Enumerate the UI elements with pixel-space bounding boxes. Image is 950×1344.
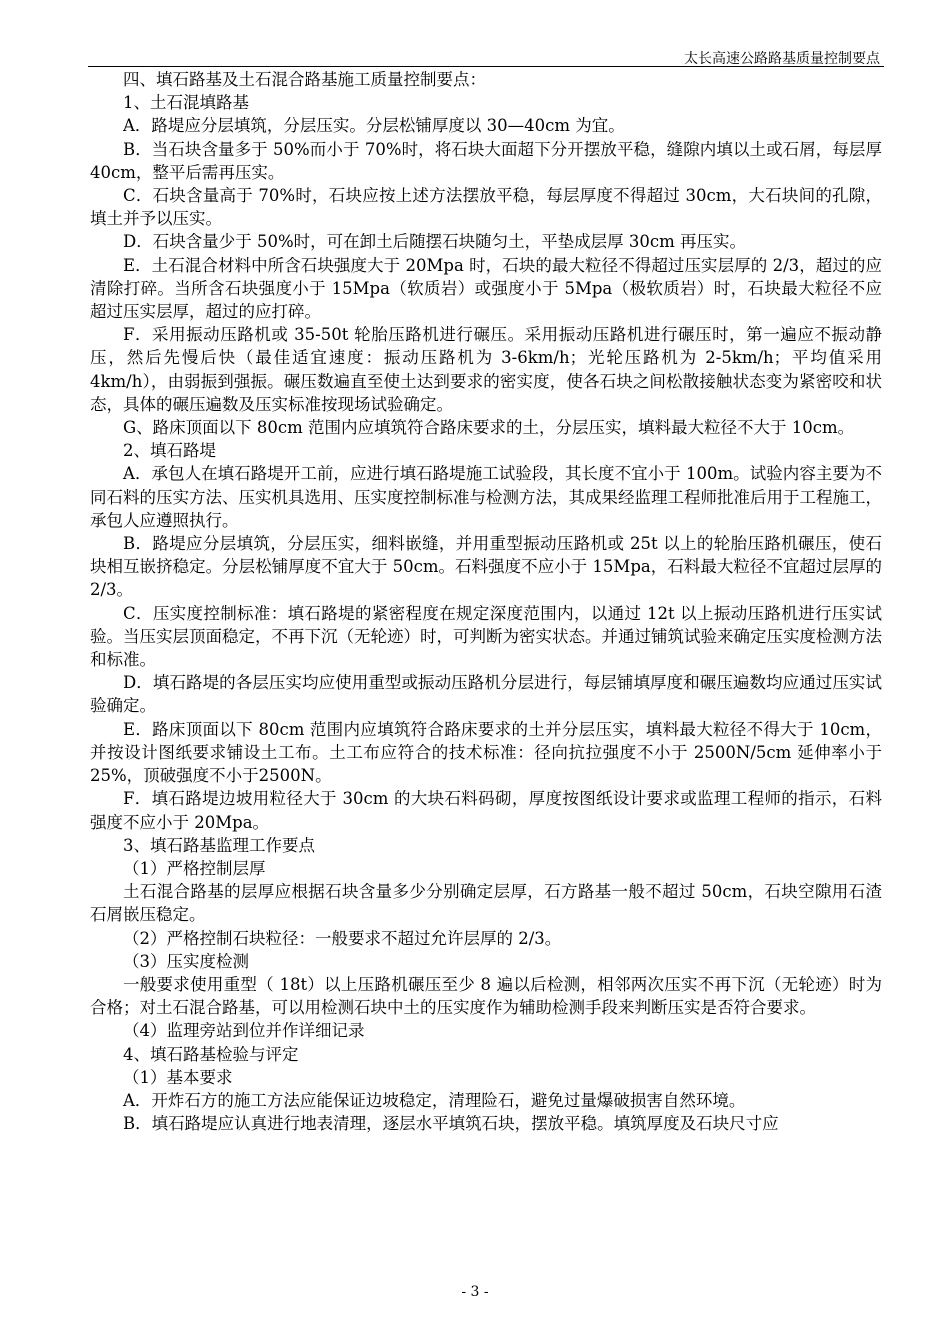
subsection-heading: 2、填石路堤 [123,441,216,461]
paragraph: A．开炸石方的施工方法应能保证边坡稳定，清理险石，避免过量爆破损害自然环境。 [123,1090,746,1110]
paragraph: E．土石混合材料中所含石块强度大于 20Mpa 时，石块的最大粒径不得超过压实层厚的 2/3，超过的应清除打碎。当所含石块强度小于 15Mpa（软质岩）或强度小于 5Mpa（极软质岩）时，石块最大粒径不应超过压实层厚，超过的应打碎。 [90,255,882,322]
item-heading: （1）严格控制层厚 [123,858,266,878]
subsection-heading: 4、填石路基检验与评定 [123,1044,299,1064]
paragraph: D．石块含量少于 50%时，可在卸土后随摆石块随匀土，平垫成层厚 30cm 再压实。 [123,232,747,252]
paragraph: 土石混合路基的层厚应根据石块含量多少分别确定层厚，石方路基一般不超过 50cm，石块空隙用石渣石屑嵌压稳定。 [90,882,882,925]
item-heading: （4）监理旁站到位并作详细记录 [123,1021,365,1041]
paragraph: C．石块含量高于 70%时，石块应按上述方法摆放平稳，每层厚度不得超过 30cm，大石块间的孔隙，填土并予以压实。 [90,186,882,229]
item-heading: （3）压实度检测 [123,951,249,971]
paragraph: B．路堤应分层填筑，分层压实，细料嵌缝，并用重型振动压路机或 25t 以上的轮胎压路机碾压，使石块相互嵌挤稳定。分层松铺厚度不宜大于 50cm。石料强度不应小于 15Mpa，石料最大粒径不宜超过层厚的 2/3。 [90,534,882,600]
paragraph: A．承包人在填石路堤开工前，应进行填石路堤施工试验段，其长度不宜小于 100m。试验内容主要为不同石料的压实方法、压实机具选用、压实度控制标准与检测方法，其成果经监理工程师批准后用于工程施工，承包人应遵照执行。 [90,464,882,530]
paragraph: B．当石块含量多于 50%而小于 70%时，将石块大面超下分开摆放平稳，缝隙内填以土或石屑，每层厚 40cm，整平后需再压实。 [90,139,882,182]
paragraph: E．路床顶面以下 80cm 范围内应填筑符合路床要求的土并分层压实，填料最大粒径不得大于 10cm，并按设计图纸要求铺设土工布。土工布应符合的技术标准：径向抗拉强度不小于 2500N/5cm 延伸率小于25%，顶破强度不小于2500N。 [90,719,882,786]
page-number: - 3 - [461,1284,489,1300]
paragraph: 一般要求使用重型（ 18t）以上压路机碾压至少 8 遍以后检测，相邻两次压实不再下沉（无轮迹）时为合格；对土石混合路基，可以用检测石块中土的压实度作为辅助检测手段来判断压实是否符合要求。 [90,974,882,1018]
item-heading: （1）基本要求 [123,1067,233,1087]
header-title: 太长高速公路路基质量控制要点 [684,51,880,67]
subsection-heading: 1、土石混填路基 [123,93,249,113]
paragraph: C．压实度控制标准：填石路堤的紧密程度在规定深度范围内，以通过 12t 以上振动压路机进行压实试验。当压实层顶面稳定，不再下沉（无轮迹）时，可判断为密实状态。并通过铺筑试验来确定压实度检测方法和标准。 [90,603,882,670]
item-heading: （2）严格控制石块粒径：一般要求不超过允许层厚的 2/3。 [123,928,562,948]
paragraph: G、路床顶面以下 80cm 范围内应填筑符合路床要求的土，分层压实，填料最大粒径不大于 10cm。 [123,418,855,438]
document-body [90,68,882,1135]
subsection-heading: 3、填石路基监理工作要点 [123,835,315,855]
paragraph: A．路堤应分层填筑，分层压实。分层松铺厚度以 30—40cm 为宜。 [123,116,625,136]
paragraph: D．填石路堤的各层压实均应使用重型或振动压路机分层进行，每层铺填厚度和碾压遍数均应通过压实试验确定。 [90,673,882,716]
paragraph: F．采用振动压路机或 35-50t 轮胎压路机进行碾压。采用振动压路机进行碾压时，第一遍应不振动静压，然后先慢后快（最佳适宜速度：振动压路机为 3-6km/h；光轮压路机为 2-5km/h；平均值采用 4km/h），由弱振到强振。碾压数遍直至使土达到要求的密实度，使各石块之间松散接触状态变为紧密咬和状态，具体的碾压遍数及压实标准按现场试验确定。 [90,325,882,414]
paragraph: B．填石路堤应认真进行地表清理，逐层水平填筑石块，摆放平稳。填筑厚度及石块尺寸应 [123,1114,779,1134]
page-header [88,46,884,67]
section-heading: 四、填石路基及土石混合路基施工质量控制要点： [123,70,486,89]
paragraph: F．填石路堤边坡用粒径大于 30cm 的大块石料码砌，厚度按图纸设计要求或监理工程师的指示，石料强度不应小于 20Mpa。 [90,789,882,832]
